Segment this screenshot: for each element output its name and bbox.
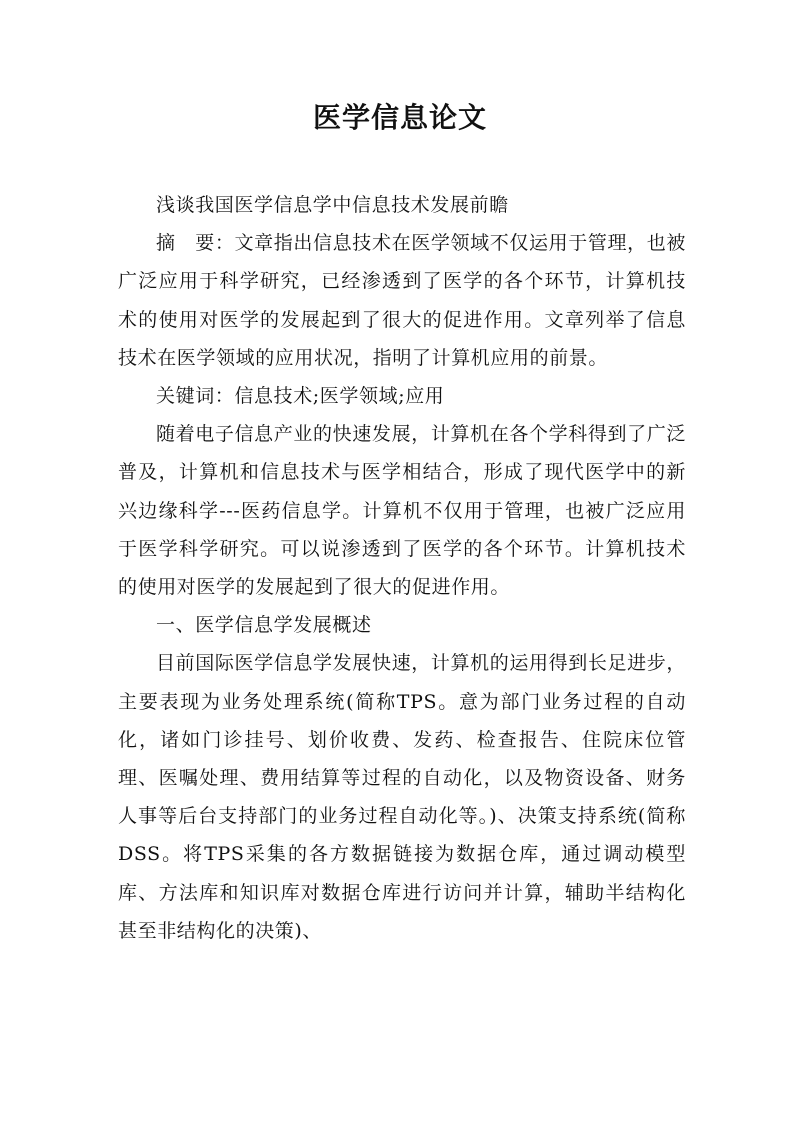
document-title: 医学信息论文 [312, 101, 487, 134]
section-heading: 一、医学信息学发展概述 [156, 614, 372, 637]
intro-paragraph: 随着电子信息产业的快速发展，计算机在各个学科得到了广泛普及，计算机和信息技术与医学相结合，形成了现代医学中的新兴边缘科学---医药信息学。计算机不仅用于管理，也被广泛应用于医学科学研究。可以说渗透到了医学的各个环节。计算机技术的使用对医学的发展起到了很大的促进作用。 [118, 423, 686, 599]
section-paragraph: 目前国际医学信息学发展快速，计算机的运用得到长足进步，主要表现为业务处理系统(简称TPS。意为部门业务过程的自动化，诸如门诊挂号、划价收费、发药、检查报告、住院床位管理、医嘱处理、费用结算等过程的自动化，以及物资设备、财务人事等后台支持部门的业务过程自动化等。)、决策支持系统(简称DSS。将TPS采集的各方数据链接为数据仓库，通过调动模型库、方法库和知识库对数据仓库进行访问并计算，辅助半结构化甚至非结构化的决策)、 [118, 652, 686, 942]
abstract-paragraph: 摘 要：文章指出信息技术在医学领域不仅运用于管理，也被广泛应用于科学研究，已经渗透到了医学的各个环节，计算机技术的使用对医学的发展起到了很大的促进作用。文章列举了信息技术在医学领域的应用状况，指明了计算机应用的前景。 [118, 232, 686, 369]
document-body [118, 186, 686, 950]
article-subtitle: 浅谈我国医学信息学中信息技术发展前瞻 [156, 194, 509, 216]
keywords-paragraph: 关键词：信息技术;医学领域;应用 [156, 385, 445, 408]
